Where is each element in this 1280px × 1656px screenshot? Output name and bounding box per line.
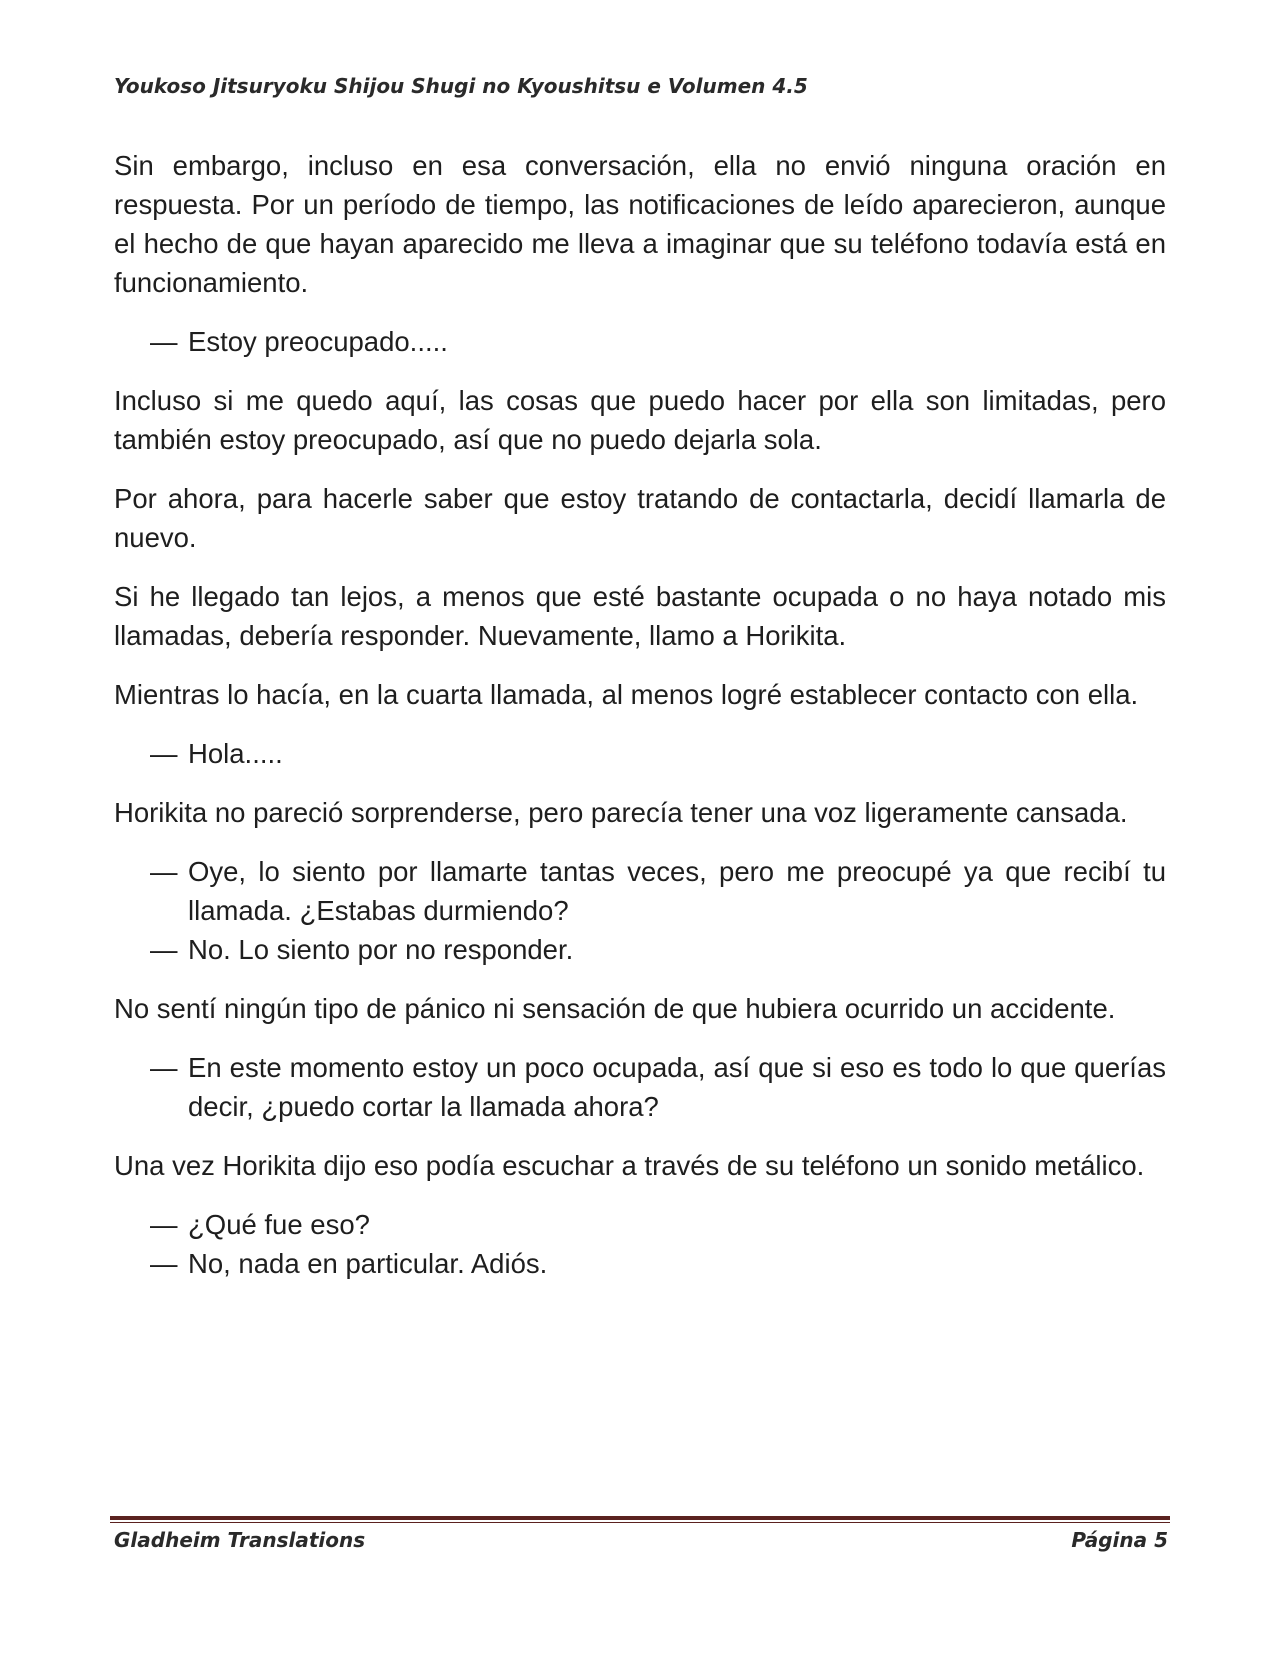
dialog-line [150, 1244, 1166, 1283]
dialog-line [150, 1205, 1166, 1244]
dialog-line [150, 734, 1166, 773]
running-header-title: Youkoso Jitsuryoku Shijou Shugi no Kyoushitsu e Volumen 4.5 [114, 74, 808, 98]
dialog-block-4 [150, 1048, 1166, 1126]
dialog-block-2 [150, 734, 1166, 773]
dialog-text: No, nada en particular. Adiós. [188, 1248, 548, 1279]
paragraph-2: Incluso si me quedo aquí, las cosas que puedo hacer por ella son limitadas, pero también estoy preocupado, así que no puedo dejarla sola. [114, 385, 1166, 455]
dialog-block-3 [150, 852, 1166, 969]
footer-divider-thin [110, 1522, 1170, 1523]
em-dash: — [150, 1248, 178, 1279]
dialog-block-1 [150, 322, 1166, 361]
footer-page-number: Página 5 [1071, 1528, 1168, 1552]
em-dash: — [150, 738, 178, 769]
footer-divider [110, 1516, 1170, 1520]
dialog-line [150, 852, 1166, 930]
page-body [114, 146, 1166, 1303]
dialog-line [150, 1048, 1166, 1126]
paragraph-1: Sin embargo, incluso en esa conversación, ella no envió ninguna oración en respuesta. Por un período de tiempo, las notificaciones de leído aparecieron, aunque el hecho de que hayan aparecido me lleva a imaginar que su teléfono todavía está en funcionamiento. [114, 150, 1166, 298]
dialog-line [150, 930, 1166, 969]
em-dash: — [150, 1209, 178, 1240]
em-dash: — [150, 856, 178, 887]
em-dash: — [150, 934, 178, 965]
dialog-text: Oye, lo siento por llamarte tantas veces, pero me preocupé ya que recibí tu llamada. ¿Estabas durmiendo? [188, 856, 1166, 926]
dialog-line [150, 322, 1166, 361]
dialog-text: Hola..... [188, 738, 283, 769]
dialog-text: No. Lo siento por no responder. [188, 934, 574, 965]
dialog-block-5 [150, 1205, 1166, 1283]
footer-translator-credit: Gladheim Translations [114, 1528, 366, 1552]
paragraph-5: Mientras lo hacía, en la cuarta llamada, al menos logré establecer contacto con ella. [114, 679, 1139, 710]
paragraph-8: Una vez Horikita dijo eso podía escuchar a través de su teléfono un sonido metálico. [114, 1150, 1145, 1181]
paragraph-4: Si he llegado tan lejos, a menos que esté bastante ocupada o no haya notado mis llamadas, debería responder. Nuevamente, llamo a Horikita. [114, 581, 1166, 651]
paragraph-6: Horikita no pareció sorprenderse, pero parecía tener una voz ligeramente cansada. [114, 797, 1128, 828]
paragraph-3: Por ahora, para hacerle saber que estoy tratando de contactarla, decidí llamarla de nuevo. [114, 483, 1166, 553]
paragraph-7: No sentí ningún tipo de pánico ni sensación de que hubiera ocurrido un accidente. [114, 993, 1116, 1024]
em-dash: — [150, 326, 178, 357]
dialog-text: En este momento estoy un poco ocupada, así que si eso es todo lo que querías decir, ¿puedo cortar la llamada ahora? [188, 1052, 1166, 1122]
em-dash: — [150, 1052, 178, 1083]
dialog-text: Estoy preocupado..... [188, 326, 448, 357]
dialog-text: ¿Qué fue eso? [188, 1209, 370, 1240]
